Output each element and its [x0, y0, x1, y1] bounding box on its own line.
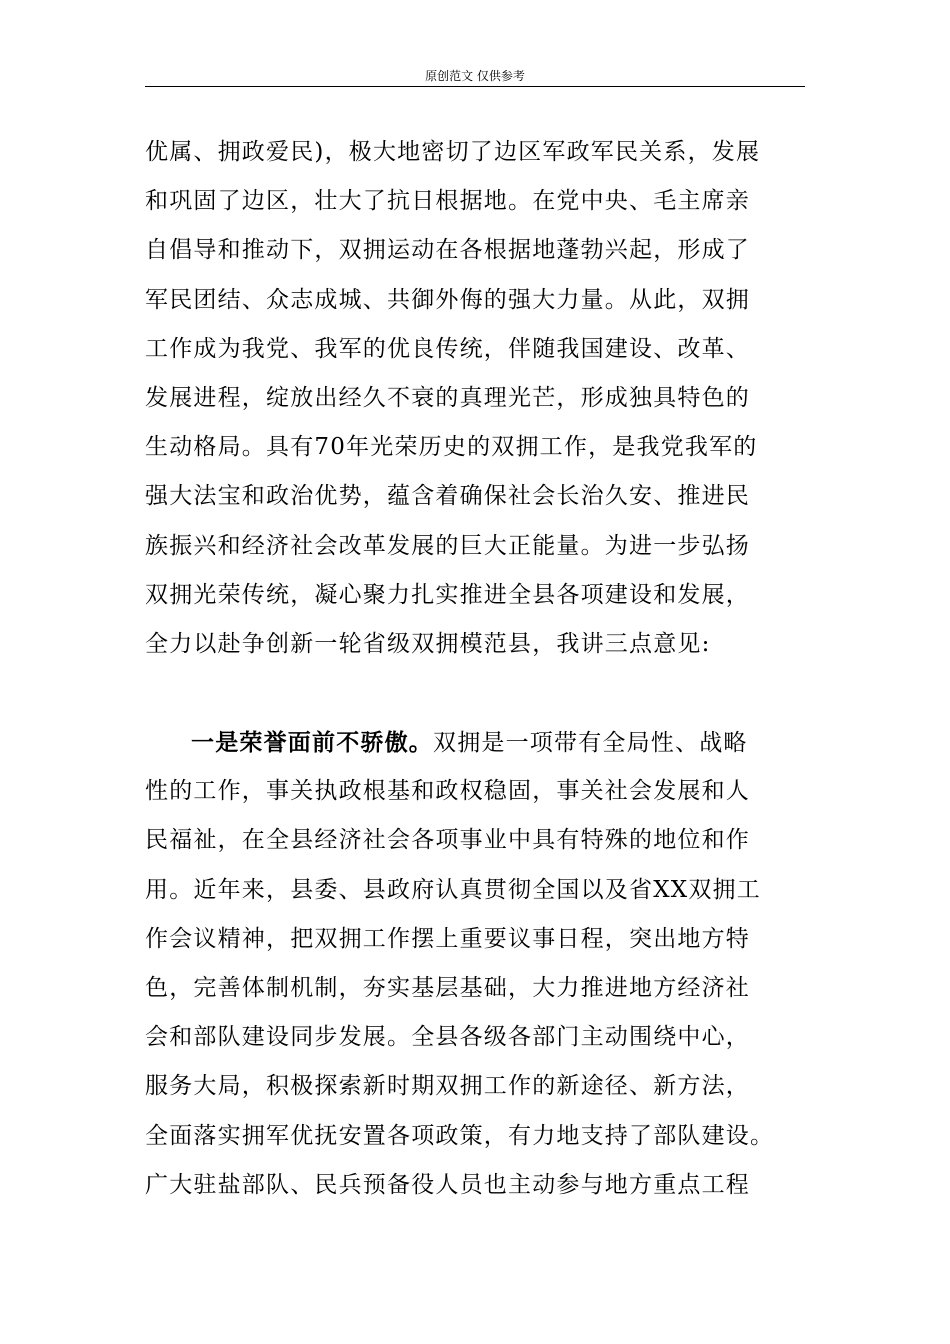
- paragraph-2-first-line-text: 双拥是一项带有全局性、战略: [433, 730, 748, 757]
- text-line: 民福祉，在全县经济社会各项事业中具有特殊的地位和作: [145, 827, 750, 854]
- paragraph-1: [145, 128, 805, 669]
- text-line: 强大法宝和政治优势，蕴含着确保社会长治久安、推进民: [145, 483, 750, 510]
- text-line: 色，完善体制机制，夯实基层基础，大力推进地方经济社: [145, 975, 750, 1001]
- text-line: 发展进程，绽放出经久不衰的真理光芒，形成独具特色的: [145, 384, 750, 411]
- text-line: 工作成为我党、我军的优良传统，伴随我国建设、改革、: [145, 335, 750, 362]
- paragraph-spacer: [145, 669, 805, 718]
- text-line: 族振兴和经济社会改革发展的巨大正能量。为进一步弘扬: [145, 532, 750, 559]
- paragraph-2-heading: 一是荣誉面前不骄傲。: [191, 729, 433, 757]
- document-body: [145, 128, 805, 1210]
- text-line: 用。近年来，县委、县政府认真贯彻全国以及省XX双拥工: [145, 876, 761, 903]
- text-line: 和巩固了边区，壮大了抗日根据地。在党中央、毛主席亲: [145, 188, 750, 215]
- text-line: 优属、拥政爱民)，极大地密切了边区军政军民关系，发展: [145, 139, 761, 165]
- text-line: 性的工作，事关执政根基和政权稳固，事关社会发展和人: [145, 778, 750, 805]
- text-line: 会和部队建设同步发展。全县各级各部门主动围绕中心，: [145, 1024, 750, 1051]
- paragraph-2: [145, 718, 805, 1210]
- text-line: 军民团结、众志成城、共御外侮的强大力量。从此，双拥: [145, 286, 750, 313]
- header-divider: [145, 86, 805, 87]
- text-line: 双拥光荣传统，凝心聚力扎实推进全县各项建设和发展，: [145, 581, 750, 608]
- page-header: 原创范文 仅供参考: [425, 69, 525, 83]
- paragraph-2-first-line: [145, 718, 805, 767]
- text-line: 全面落实拥军优抚安置各项政策，有力地支持了部队建设。: [145, 1122, 775, 1149]
- text-line: 生动格局。具有70年光荣历史的双拥工作，是我党我军的: [145, 434, 758, 461]
- text-line: 服务大局，积极探索新时期双拥工作的新途径、新方法，: [145, 1073, 750, 1100]
- text-line: 广大驻盐部队、民兵预备役人员也主动参与地方重点工程: [145, 1171, 750, 1198]
- text-line: 作会议精神，把双拥工作摆上重要议事日程，突出地方特: [145, 925, 750, 952]
- text-line: 自倡导和推动下，双拥运动在各根据地蓬勃兴起，形成了: [145, 237, 750, 264]
- text-line: 全力以赴争创新一轮省级双拥模范县，我讲三点意见:: [145, 630, 711, 657]
